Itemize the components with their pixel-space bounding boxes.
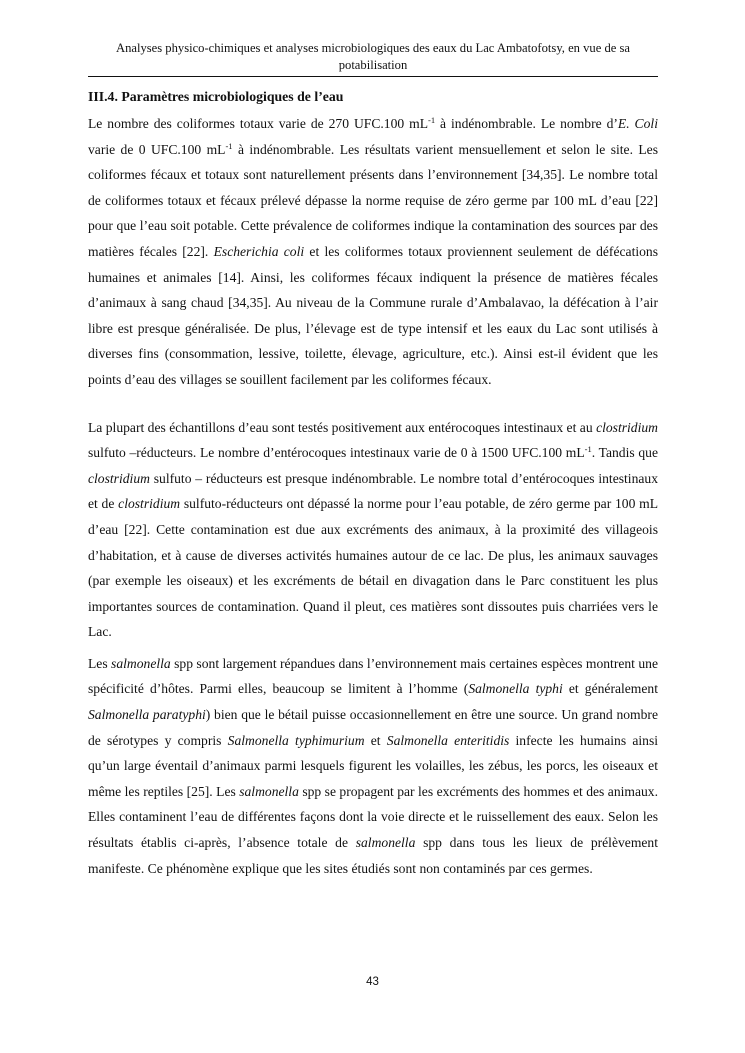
p1-text-4: à indénombrable. Les résultats varient mensuellement et selon le site. Les coliformes fécaux et totaux sont naturellement présents dans l’environnement [34,35]. Le nombre total de coliformes totaux et fécaux prélevé dépasse la norme requise de zéro germe par 100 mL d’eau [22] pour que l’eau soit potable. Cette prévalence de coliformes indique la contamination des sources par des matières fécales [22]. xyxy=(88,141,659,259)
paragraph-coliformes xyxy=(88,111,658,393)
p1-italic-ecoli: E. Coli xyxy=(617,116,658,131)
p3-italic-salmonella-typhimurium: Salmonella typhimurium xyxy=(227,732,365,748)
p1-text-1: Le nombre des coliformes totaux varie de 270 UFC.100 mL xyxy=(88,116,428,131)
p3-text-5: et xyxy=(364,732,387,748)
paragraph-enterocoques xyxy=(88,415,658,645)
p1-text-5: et les coliformes totaux proviennent seulement de défécations humaines et animales [14]. Ainsi, les coliformes fécaux indiquent la présence de matières fécales d’animaux à sang chaud [34,35]. Au niveau de la Commune rurale d’Ambalavao, la défécation à l’air libre est presque généralisée. De plus, l’élevage est de type intensif et les eaux du Lac sont utilisés à diverses fins (consommation, lessive, toilette, élevage, agriculture, etc.). Ainsi est-il évident que les points d’eau des villages se souillent facilement par les coliformes fécaux. xyxy=(88,243,659,387)
p3-text-7: spp se propagent par les excréments des hommes et des animaux. Elles contaminent l’eau de différentes façons dont la voie directe et le ruissellement des eaux. Selon les résultats établis ci-après, l’absence totale de xyxy=(88,783,658,851)
p3-text-4: ) bien que le bétail puisse occasionnellement en être une source. Un grand nombre de sérotypes y compris xyxy=(88,707,658,748)
running-header-line-1: Analyses physico-chimiques et analyses microbiologiques des eaux du Lac Ambatofotsy, en vue de sa xyxy=(115,41,630,55)
p3-italic-salmonella-1: salmonella xyxy=(111,655,171,671)
p2-text-2: sulfuto –réducteurs. Le nombre d’entérocoques intestinaux varie de 0 à 1500 UFC.100 mL xyxy=(88,445,585,461)
p2-italic-clostridium-1: clostridium xyxy=(596,419,658,435)
p2-text-1: La plupart des échantillons d’eau sont testés positivement aux entérocoques intestinaux et au xyxy=(88,419,597,435)
p3-text-6: infecte les humains ainsi qu’un large éventail d’animaux parmi lesquels figurent les volailles, les zébus, les porcs, les oiseaux et même les reptiles [25]. Les xyxy=(88,732,659,799)
running-header xyxy=(88,40,658,77)
p2-text-3: . Tandis que xyxy=(591,445,658,461)
p3-italic-salmonella-2: salmonella xyxy=(239,783,299,799)
p1-text-3: varie de 0 UFC.100 mL xyxy=(88,141,226,157)
p2-text-5: sulfuto-réducteurs ont dépassé la norme pour l’eau potable, de zéro germe par 100 mL d’eau [22]. Cette contamination est due aux excréments des animaux, à la proximité des villageois d’habitation, et à cause de diverses activités humaines autour de ce lac. De plus, les animaux sauvages (par exemple les oiseaux) et les excréments de bétail en divagation dans le Parc constituent les plus importantes sources de contamination. Quand il pleut, ces matières sont dissoutes puis charriées vers le Lac. xyxy=(88,496,658,640)
p2-italic-clostridium-3: clostridium xyxy=(118,496,181,512)
p3-text-2: spp sont largement répandues dans l’environnement mais certaines espèces montrent une spécificité d’hôtes. Parmi elles, beaucoup se limitent à l’homme ( xyxy=(88,655,658,697)
p2-exponent-1: -1 xyxy=(584,444,592,455)
p3-italic-salmonella-paratyphi: Salmonella paratyphi xyxy=(88,707,206,723)
p3-text-3: et généralement xyxy=(562,681,658,697)
page-number: 43 xyxy=(366,976,379,988)
p1-italic-escherichia-coli: Escherichia coli xyxy=(213,243,305,259)
p2-italic-clostridium-2: clostridium xyxy=(88,470,150,486)
p3-text-1: Les xyxy=(88,655,112,671)
p1-exponent-2: -1 xyxy=(225,140,233,151)
p3-italic-salmonella-enteritidis: Salmonella enteritidis xyxy=(386,732,510,748)
p3-italic-salmonella-typhi: Salmonella typhi xyxy=(468,681,563,697)
p1-text-2: à indénombrable. Le nombre d’ xyxy=(435,116,618,131)
paragraph-salmonella xyxy=(88,651,658,881)
p2-text-4: sulfuto – réducteurs est presque indénombrable. Le nombre total d’entérocoques intestinaux et de xyxy=(88,470,658,512)
p3-italic-salmonella-3: salmonella xyxy=(355,835,416,851)
section-title: III.4. Paramètres microbiologiques de l’eau xyxy=(88,89,344,104)
p1-exponent-1: -1 xyxy=(428,115,436,125)
page-body xyxy=(88,86,658,881)
running-header-line-2: potabilisation xyxy=(338,58,408,72)
p3-text-8: spp dans tous les lieux de prélèvement manifeste. Ce phénomène explique que les sites étudiés sont non contaminés par ces germes. xyxy=(88,835,658,876)
